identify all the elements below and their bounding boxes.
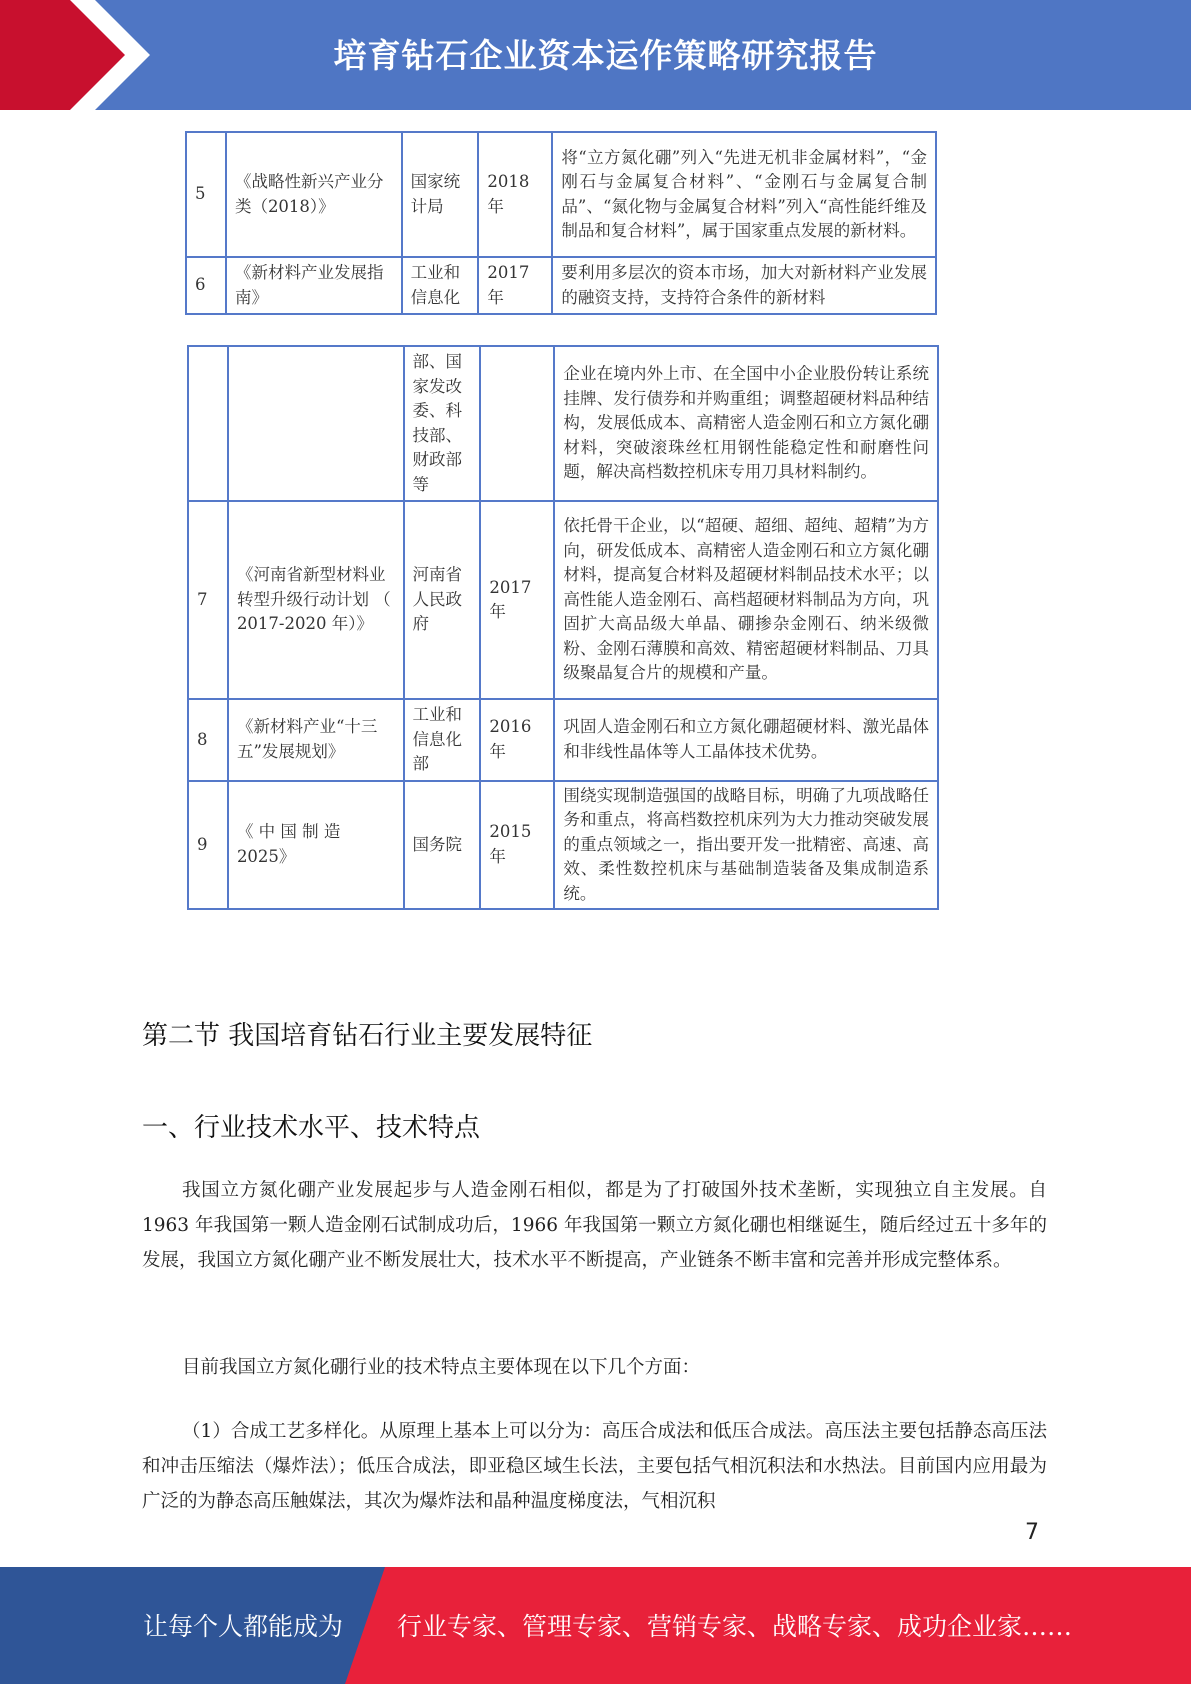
page-header — [0, 0, 1191, 110]
policy-table-top — [185, 131, 937, 315]
row-number: 5 — [186, 132, 226, 257]
body-paragraph: （1）合成工艺多样化。从原理上基本上可以分为：高压合成法和低压合成法。高压法主要包括静态高压法和冲击压缩法（爆炸法）；低压合成法，即亚稳区域生长法，主要包括气相沉积法和水热法。目前国内应用最为广泛的为静态高压触媒法，其次为爆炸法和晶种温度梯度法，气相沉积 — [142, 1421, 1047, 1512]
policy-year — [480, 346, 554, 501]
policy-year: 2017 年 — [478, 257, 552, 314]
policy-issuer: 部、国家发改委、科技部、财政部等 — [404, 346, 481, 501]
policy-name: 《 中 国 制 造 2025》 — [228, 781, 404, 910]
table-row — [188, 781, 938, 910]
table-row — [186, 132, 936, 257]
policy-content: 依托骨干企业，以“超硬、超细、超纯、超精”为方向，研发低成本、高精密人造金刚石和立方氮化硼材料，提高复合材料及超硬材料制品技术水平；以高性能人造金刚石、高档超硬材料制品为方向，巩固扩大高品级大单晶、硼掺杂金刚石、纳米级微粉、金刚石薄膜和高效、精密超硬材料制品、刀具级聚晶复合片的规模和产量。 — [554, 501, 938, 699]
policy-issuer: 河南省人民政府 — [404, 501, 481, 699]
policy-content: 将“立方氮化硼”列入“先进无机非金属材料”，“金刚石与金属复合材料”、“金刚石与金属复合制品”、“氮化物与金属复合材料”列入“高性能纤维及制品和复合材料”，属于国家重点发展的新材料。 — [552, 132, 936, 257]
policy-issuer: 工业和信息化部 — [404, 699, 481, 781]
policy-content: 围绕实现制造强国的战略目标，明确了九项战略任务和重点，将高档数控机床列为大力推动突破发展的重点领域之一，指出要开发一批精密、高速、高效、柔性数控机床与基础制造装备及集成制造系统。 — [554, 781, 938, 910]
report-title: 培育钻石企业资本运作策略研究报告 — [333, 36, 878, 75]
policy-table-bottom — [187, 345, 939, 910]
policy-year: 2018 年 — [478, 132, 552, 257]
policy-name — [228, 346, 404, 501]
policy-content: 企业在境内外上市、在全国中小企业股份转让系统挂牌、发行债券和并购重组；调整超硬材料品种结构，发展低成本、高精密人造金刚石和立方氮化硼材料，突破滚珠丝杠用钢性能稳定性和耐磨性问题，解决高档数控机床专用刀具材料制约。 — [554, 346, 938, 501]
policy-name: 《新材料产业发展指南》 — [226, 257, 402, 314]
body-paragraph: 我国立方氮化硼产业发展起步与人造金刚石相似，都是为了打破国外技术垄断，实现独立自主发展。自 1963 年我国第一颗人造金刚石试制成功后，1966 年我国第一颗立方氮化硼也相继诞生，随后经过五十多年的发展，我国立方氮化硼产业不断发展壮大，技术水平不断提高，产业链条不断丰富和完善并形成完整体系。 — [142, 1180, 1047, 1271]
section-heading: 第二节 我国培育钻石行业主要发展特征 — [142, 1021, 593, 1051]
policy-issuer: 国务院 — [404, 781, 481, 910]
body-paragraph: 目前我国立方氮化硼行业的技术特点主要体现在以下几个方面： — [182, 1357, 701, 1378]
table-row — [188, 346, 938, 501]
row-number: 6 — [186, 257, 226, 314]
table-row — [186, 257, 936, 314]
row-number: 7 — [188, 501, 228, 699]
row-number: 8 — [188, 699, 228, 781]
policy-year: 2017 年 — [480, 501, 554, 699]
policy-issuer: 工业和信息化 — [402, 257, 479, 314]
page-footer — [0, 1567, 1191, 1684]
policy-content: 巩固人造金刚石和立方氮化硼超硬材料、激光晶体和非线性晶体等人工晶体技术优势。 — [554, 699, 938, 781]
subsection-heading: 一、行业技术水平、技术特点 — [142, 1113, 481, 1143]
row-number — [188, 346, 228, 501]
policy-issuer: 国家统计局 — [402, 132, 479, 257]
footer-slogan-left: 让每个人都能成为 — [143, 1612, 344, 1641]
table-row — [188, 699, 938, 781]
policy-name: 《战略性新兴产业分类（2018）》 — [226, 132, 402, 257]
policy-year: 2015 年 — [480, 781, 554, 910]
table-row — [188, 501, 938, 699]
policy-content: 要利用多层次的资本市场，加大对新材料产业发展的融资支持，支持符合条件的新材料 — [552, 257, 936, 314]
policy-name: 《河南省新型材料业转型升级行动计划 （ 2017-2020 年）》 — [228, 501, 404, 699]
policy-name: 《新材料产业“十三五”发展规划》 — [228, 699, 404, 781]
row-number: 9 — [188, 781, 228, 910]
page-number: 7 — [1025, 1520, 1039, 1545]
footer-slogan-right: 行业专家、管理专家、营销专家、战略专家、成功企业家…… — [397, 1612, 1073, 1641]
policy-year: 2016 年 — [480, 699, 554, 781]
